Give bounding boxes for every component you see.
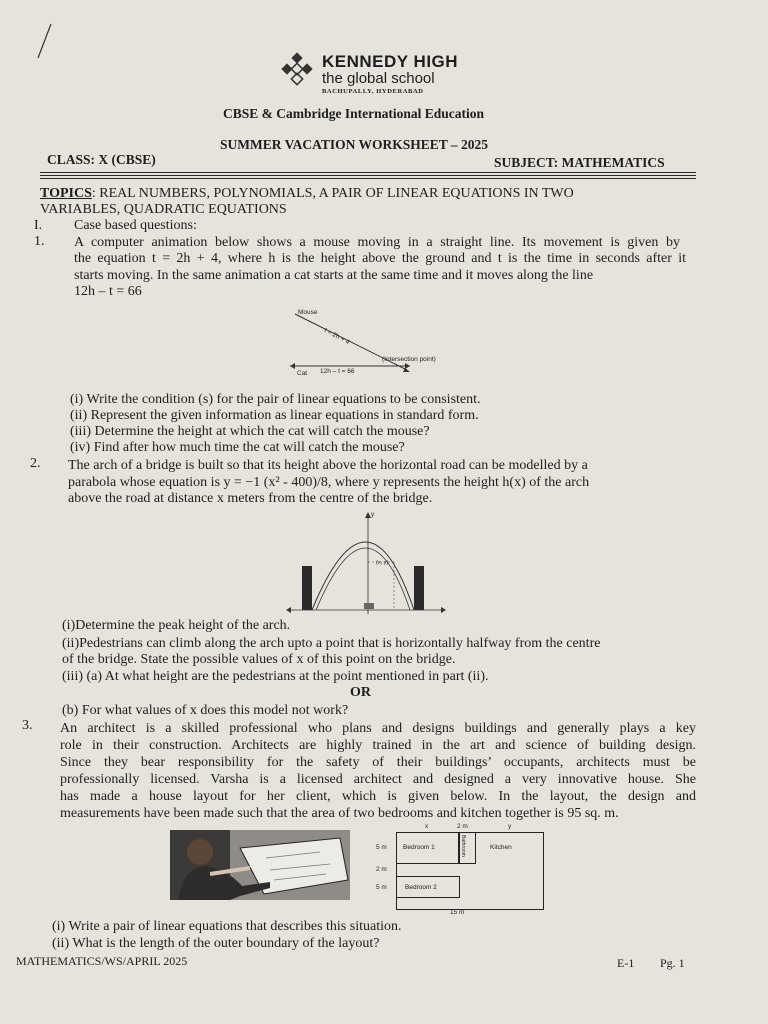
q2-y-axis-label: y — [371, 511, 375, 518]
footer-code: MATHEMATICS/WS/APRIL 2025 — [16, 954, 188, 968]
q2-line: above the road at distance x meters from the centre of the bridge. — [68, 491, 433, 506]
divider-line — [40, 172, 696, 173]
subject-label: SUBJECT: MATHEMATICS — [494, 155, 665, 170]
q2-part: (ii)Pedestrians can climb along the arch upto a point that is horizontally halfway from the centre — [62, 636, 601, 651]
divider-line — [40, 178, 696, 179]
q3-line: role in their construction. Architects are highly trained in the art and science of building design. — [60, 738, 696, 753]
q3-line: has made a house layout for her client, which is given below. In the layout, the design and — [60, 789, 696, 804]
section-title: Case based questions: — [74, 218, 197, 233]
q2-alt: (b) For what values of x does this model not work? — [62, 703, 349, 718]
q3-part: (ii) What is the length of the outer boundary of the layout? — [52, 936, 380, 951]
q1-line: the equation t = 2h + 4, where h is the height above the ground and t is the time in seconds after it — [74, 251, 686, 266]
layout-y-label: y — [508, 823, 512, 830]
q1-line: A computer animation below shows a mouse moving in a straight line. Its movement is given by — [74, 235, 680, 250]
kitchen-label: Kitchen — [490, 844, 512, 851]
school-tagline: the global school — [322, 70, 435, 87]
q1-mouse-eq: t = 2h + 4 — [322, 326, 351, 347]
topics-label: TOPICS — [40, 186, 92, 201]
q2-part: of the bridge. State the possible values of x of this point on the bridge. — [62, 652, 456, 667]
q1-figure — [285, 304, 445, 384]
layout-x-label: x — [425, 823, 429, 830]
q1-cat-eq: 12h – t = 66 — [320, 368, 355, 375]
q1-line: starts moving. In the same animation a cat starts at the same time and it moves along the line — [74, 268, 594, 283]
footer-page: Pg. 1 — [660, 956, 685, 970]
section-numeral: I. — [34, 218, 43, 233]
q3-line: An architect is a skilled professional who plans and designs buildings and generally plays a key — [60, 721, 696, 736]
pen-mark-icon — [34, 22, 54, 62]
q1-part: (ii) Represent the given information as linear equations in standard form. — [70, 408, 479, 423]
q2-number: 2. — [30, 456, 41, 471]
q2-or: OR — [350, 685, 371, 700]
q1-intersection: (Intersection point) — [382, 356, 436, 363]
q1-line: 12h – t = 66 — [74, 284, 142, 299]
q1-part: (i) Write the condition (s) for the pair of linear equations to be consistent. — [70, 392, 481, 407]
q2-part: (iii) (a) At what height are the pedestrians at the point mentioned in part (ii). — [62, 669, 489, 684]
q2-point-label: (x, y) — [376, 560, 389, 566]
divider-line — [40, 175, 696, 176]
topics-text-1: : REAL NUMBERS, POLYNOMIALS, A PAIR OF LINEAR EQUATIONS IN TWO — [91, 186, 574, 201]
q3-line: measurements have been made such that the area of two bedrooms and kitchen together is 95 sq. m. — [60, 806, 619, 821]
footer-series: E-1 — [617, 956, 635, 970]
architect-photo — [170, 830, 350, 900]
layout-5m-top: 5 m — [376, 844, 387, 851]
q3-part: (i) Write a pair of linear equations that describes this situation. — [52, 919, 402, 934]
school-name: KENNEDY HIGH — [322, 52, 459, 71]
q1-mouse-label: Mouse — [298, 309, 318, 316]
q2-bridge-figure — [282, 508, 452, 616]
q1-number: 1. — [34, 234, 45, 249]
school-address: BACHUPALLY, HYDERABAD — [322, 88, 424, 95]
topics-line-2: VARIABLES, QUADRATIC EQUATIONS — [40, 202, 287, 217]
q3-line: Since they bear responsibility for the safety of their buildings’ occupants, architects must be — [60, 755, 696, 770]
layout-15m-label: 15 m — [450, 909, 465, 916]
class-label: CLASS: X (CBSE) — [47, 152, 156, 167]
layout-5m-low: 5 m — [376, 884, 387, 891]
school-logo-icon — [276, 52, 318, 86]
layout-2m-left: 2 m — [376, 866, 387, 873]
bathroom-label: Bathroom — [459, 835, 466, 857]
worksheet-title: SUMMER VACATION WORKSHEET – 2025 — [220, 137, 489, 152]
bedroom-1-label: Bedroom 1 — [403, 844, 435, 851]
q3-number: 3. — [22, 718, 33, 733]
q2-part: (i)Determine the peak height of the arch. — [62, 618, 291, 633]
q1-part: (iii) Determine the height at which the cat will catch the mouse? — [70, 424, 430, 439]
boards-line: CBSE & Cambridge International Education — [223, 106, 485, 121]
q3-line: professionally licensed. Varsha is a licensed architect and designed a very innovative house. She — [60, 772, 696, 787]
bedroom-2-label: Bedroom 2 — [405, 884, 437, 891]
topics-line-1 — [40, 186, 574, 202]
q2-line: parabola whose equation is y = −1 (x² - 400)/8, where y represents the height h(x) of the arch — [68, 475, 590, 490]
q1-part: (iv) Find after how much time the cat will catch the mouse? — [70, 440, 405, 455]
q1-cat-label: Cat — [297, 370, 308, 377]
q2-line: The arch of a bridge is built so that its height above the horizontal road can be modelled by a — [68, 458, 588, 473]
layout-2m-top: 2 m — [457, 823, 468, 830]
